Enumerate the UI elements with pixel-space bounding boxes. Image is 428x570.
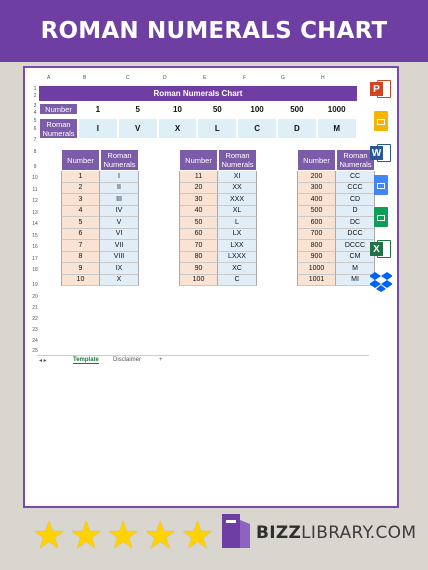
roman-cell: M [336,263,375,275]
header-roman: Roman Numerals [336,149,375,171]
table-row [297,229,375,241]
page-title: ROMAN NUMERALS CHART [40,18,388,44]
roman-cell: MI [336,275,375,287]
roman-cell: D [336,206,375,218]
roman-cell: CC [336,171,375,183]
footer [0,508,428,570]
row-header: 1 [33,86,37,92]
top-number-row [39,103,357,115]
roman-cell: M [317,118,357,139]
number-cell: 7 [61,240,100,252]
row-header: 12 [32,198,38,204]
number-cell: 50 [197,103,237,115]
table-row [179,171,257,183]
table-row [61,240,139,252]
number-cell: 1 [78,103,118,115]
number-cell: 300 [297,183,336,195]
roman-cell: I [100,171,139,183]
column-header: A [47,75,51,81]
number-cell: 5 [118,103,158,115]
table-row [179,206,257,218]
number-cell: 8 [61,252,100,264]
tab-template[interactable]: Template [73,357,99,363]
number-cell: 400 [297,194,336,206]
roman-cell: VIII [100,252,139,264]
roman-cell: IX [100,263,139,275]
google-sheets-icon[interactable] [370,206,392,228]
table-row [297,206,375,218]
add-sheet-icon[interactable]: + [159,357,163,363]
row-header: 14 [32,221,38,227]
number-cell: 1 [61,171,100,183]
number-cell: 1000 [297,263,336,275]
table-row [61,275,139,287]
column-header: H [321,75,325,81]
number-cell: 600 [297,217,336,229]
number-cell: 500 [297,206,336,218]
number-cell: 50 [179,217,218,229]
roman-cell: XXX [218,194,257,206]
roman-cell: II [100,183,139,195]
column-header: B [83,75,87,81]
number-cell: 900 [297,252,336,264]
table-row [297,263,375,275]
table-row [61,206,139,218]
roman-cell: C [237,118,277,139]
roman-cell: III [100,194,139,206]
table-row [179,183,257,195]
number-cell: 11 [179,171,218,183]
spreadsheet-preview [23,66,399,508]
table-row [297,240,375,252]
table-header [179,149,257,171]
row-header: 7 [33,137,37,143]
table-row [61,171,139,183]
roman-cell: VII [100,240,139,252]
row-header: 17 [32,256,38,262]
number-label: Number [39,103,78,115]
row-header: 10 [32,175,38,181]
roman-cell: XI [218,171,257,183]
header-roman: Roman Numerals [100,149,139,171]
tab-scroll-icon[interactable]: ◂ ▸ [39,358,47,364]
number-cell: 200 [297,171,336,183]
google-docs-icon[interactable] [370,174,392,196]
number-cell: 2 [61,183,100,195]
column-header: E [203,75,207,81]
row-header: 25 [32,348,38,354]
roman-cell: CCC [336,183,375,195]
table-row [61,194,139,206]
column-headers [31,75,381,83]
row-header: 20 [32,294,38,300]
number-cell: 80 [179,252,218,264]
table-row [61,252,139,264]
row-header: 5 [33,118,37,124]
top-roman-row [39,118,357,139]
google-slides-icon[interactable] [370,110,392,132]
row-header: 23 [32,327,38,333]
header-banner [0,0,428,62]
number-cell: 70 [179,240,218,252]
powerpoint-icon[interactable]: P [370,78,392,100]
roman-cell: DCC [336,229,375,241]
number-cell: 30 [179,194,218,206]
rating-stars [32,517,214,555]
roman-cell: L [197,118,237,139]
column-header: F [243,75,247,81]
row-header: 13 [32,210,38,216]
row-header: 2 [33,93,37,99]
number-cell: 9 [61,263,100,275]
sheet-title: Roman Numerals Chart [39,86,357,101]
number-cell: 6 [61,229,100,241]
table-row [179,252,257,264]
dropbox-icon[interactable] [370,270,392,292]
row-header: 22 [32,316,38,322]
star-icon: ★ [32,515,67,557]
roman-cell: DCCC [336,240,375,252]
roman-cell: IV [100,206,139,218]
roman-cell: I [78,118,118,139]
roman-cell: LXX [218,240,257,252]
star-icon: ★ [106,515,141,557]
roman-cell: X [158,118,198,139]
table-header [297,149,375,171]
roman-cell: XC [218,263,257,275]
row-header: 19 [32,282,38,288]
table-row [297,217,375,229]
table-row [179,263,257,275]
header-number: Number [61,149,100,171]
roman-cell: V [118,118,158,139]
number-cell: 700 [297,229,336,241]
row-header: 21 [32,305,38,311]
row-header: 11 [32,187,38,193]
number-cell: 800 [297,240,336,252]
roman-cell: VI [100,229,139,241]
number-cell: 4 [61,206,100,218]
table-row [61,217,139,229]
roman-cell: DC [336,217,375,229]
star-icon: ★ [180,515,215,557]
roman-cell: CM [336,252,375,264]
table-row [61,229,139,241]
number-cell: 100 [179,275,218,287]
table-row [179,229,257,241]
table-header [61,149,139,171]
roman-cell: L [218,217,257,229]
number-cell: 10 [61,275,100,287]
table-row [297,171,375,183]
table-row [61,183,139,195]
numerals-table-3 [297,149,375,286]
row-header: 4 [33,110,37,116]
row-header: 18 [32,267,38,273]
number-cell: 20 [179,183,218,195]
row-header: 9 [33,164,37,170]
number-cell: 5 [61,217,100,229]
number-cell: 3 [61,194,100,206]
number-cell: 1001 [297,275,336,287]
roman-cell: LXXX [218,252,257,264]
roman-cell: CD [336,194,375,206]
header-number: Number [179,149,218,171]
row-header: 16 [32,244,38,250]
row-header: 3 [33,103,37,109]
brand-name: BIZZLIBRARY.COM [256,523,417,543]
table-row [297,194,375,206]
bizzlibrary-logo-icon [222,514,250,548]
table-row [297,183,375,195]
table-row [179,194,257,206]
table-row [61,263,139,275]
number-cell: 90 [179,263,218,275]
numerals-table-2 [179,149,257,286]
number-cell: 100 [237,103,277,115]
roman-cell: LX [218,229,257,241]
table-row [297,275,375,287]
roman-cell: X [100,275,139,287]
column-header: C [126,75,130,81]
header-number: Number [297,149,336,171]
tab-disclaimer[interactable]: Disclaimer [113,357,142,363]
column-header: G [281,75,285,81]
number-cell: 40 [179,206,218,218]
row-header: 24 [32,338,38,344]
roman-cell: C [218,275,257,287]
column-header: D [163,75,167,81]
number-cell: 1000 [317,103,357,115]
row-header: 6 [33,126,37,132]
number-cell: 10 [158,103,198,115]
number-cell: 60 [179,229,218,241]
table-row [179,240,257,252]
row-header: 8 [33,149,37,155]
numerals-table-1 [61,149,139,286]
table-row [297,252,375,264]
row-header: 15 [32,233,38,239]
roman-numerals-label: Roman Numerals [39,118,78,139]
roman-cell: V [100,217,139,229]
star-icon: ★ [69,515,104,557]
table-row [179,217,257,229]
excel-icon[interactable]: X [370,238,392,260]
roman-cell: XX [218,183,257,195]
header-roman: Roman Numerals [218,149,257,171]
sheet-area [31,72,381,362]
sheet-tabs [37,355,369,364]
number-cell: 500 [277,103,317,115]
roman-cell: XL [218,206,257,218]
star-icon: ★ [143,515,178,557]
roman-cell: D [277,118,317,139]
word-icon[interactable]: W [370,142,392,164]
table-row [179,275,257,287]
